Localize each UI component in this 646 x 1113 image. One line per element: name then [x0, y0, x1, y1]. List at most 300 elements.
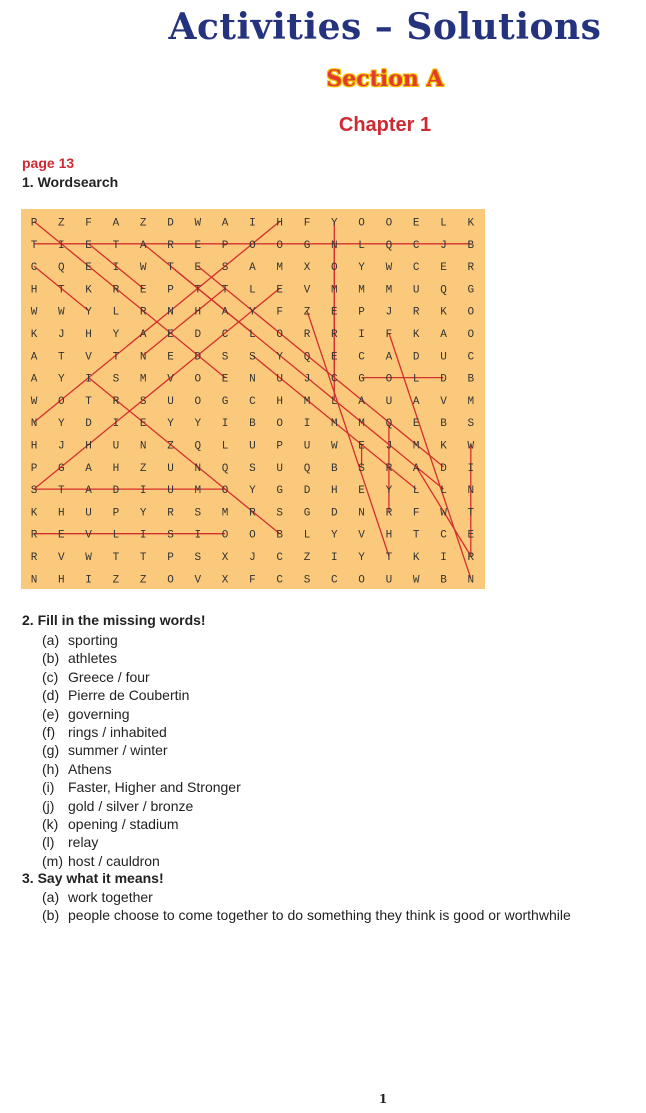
grid-letter: C [358, 351, 365, 364]
grid-letter: B [440, 418, 447, 431]
grid-letter: N [467, 485, 475, 498]
grid-letter: T [167, 262, 174, 275]
grid-letter: R [330, 329, 338, 341]
grid-letter: Y [358, 262, 365, 275]
grid-letter: N [330, 239, 338, 252]
grid-letter: A [385, 351, 393, 364]
grid-letter: R [30, 529, 38, 542]
grid-letter: K [30, 507, 38, 520]
grid-letter: O [57, 395, 65, 408]
grid-letter: Y [249, 306, 256, 319]
grid-letter: M [358, 284, 365, 297]
answer-text: people choose to come together to do something they think is good or worthwhile [68, 907, 571, 924]
grid-letter: H [194, 306, 202, 319]
grid-letter: J [385, 306, 393, 319]
grid-letter: I [85, 574, 92, 587]
grid-letter: R [167, 507, 174, 520]
grid-letter: Z [139, 217, 147, 230]
grid-letter: C [276, 552, 284, 564]
grid-letter: H [30, 284, 38, 297]
answer-label: (a) [42, 889, 60, 905]
grid-letter: A [221, 217, 229, 230]
grid-letter: C [249, 395, 256, 408]
grid-letter: M [330, 418, 338, 431]
grid-letter: G [467, 284, 475, 297]
grid-letter: L [330, 395, 338, 408]
grid-letter: M [276, 262, 284, 275]
answer-label: (a) [42, 632, 60, 648]
answer-item [42, 797, 241, 815]
grid-letter: S [358, 462, 365, 475]
answer-text: rings / inhabited [68, 724, 167, 741]
grid-letter: R [412, 306, 420, 319]
grid-letter: R [139, 306, 147, 319]
grid-letter: D [112, 485, 120, 498]
grid-letter: A [85, 485, 92, 498]
grid-letter: P [112, 507, 120, 520]
grid-letter: H [85, 440, 92, 453]
answer-item [42, 833, 241, 851]
grid-letter: H [330, 485, 338, 498]
grid-letter: A [30, 351, 38, 364]
grid-letter: D [85, 418, 92, 431]
grid-letter: K [30, 329, 38, 341]
grid-letter: Z [112, 574, 120, 587]
grid-letter: H [276, 395, 284, 408]
grid-letter: Y [57, 373, 65, 386]
grid-letter: L [112, 306, 120, 319]
grid-letter: G [358, 373, 365, 386]
grid-letter: K [85, 284, 92, 297]
grid-letter: B [276, 529, 284, 542]
answer-item [42, 888, 571, 906]
grid-letter: T [85, 395, 92, 408]
grid-letter: U [276, 373, 284, 386]
answer-text: summer / winter [68, 742, 168, 759]
grid-letter: R [467, 262, 475, 275]
grid-letter: E [194, 262, 202, 275]
grid-letter: A [85, 462, 92, 475]
answer-text: athletes [68, 650, 118, 667]
grid-letter: Y [85, 306, 92, 319]
grid-letter: G [57, 462, 65, 475]
answer-text: Faster, Higher and Stronger [68, 779, 241, 796]
grid-letter: H [276, 217, 284, 230]
grid-letter: M [303, 395, 311, 408]
grid-letter: X [221, 552, 229, 564]
grid-letter: T [57, 351, 65, 364]
chapter-heading: Chapter 1 [338, 114, 432, 136]
grid-letter: Q [57, 262, 65, 275]
answer-label: (e) [42, 705, 60, 722]
grid-letter: C [467, 351, 475, 364]
grid-letter: W [330, 440, 338, 453]
grid-letter: U [112, 440, 120, 453]
grid-letter: U [167, 462, 174, 475]
grid-letter: O [249, 529, 256, 542]
page-reference: page 13 [22, 155, 75, 171]
grid-letter: N [139, 351, 147, 364]
grid-letter: U [85, 507, 92, 520]
grid-letter: M [358, 418, 365, 431]
grid-letter: E [276, 284, 284, 297]
grid-letter: Q [303, 462, 311, 475]
grid-letter: Y [276, 351, 284, 364]
grid-letter: M [139, 373, 147, 386]
grid-letter: V [167, 373, 174, 386]
grid-letter: J [385, 440, 393, 453]
answer-item [42, 852, 241, 870]
grid-letter: G [303, 507, 311, 520]
grid-letter: E [412, 418, 420, 431]
grid-letter: N [139, 440, 147, 453]
grid-letter: O [194, 395, 202, 408]
grid-letter: Y [139, 507, 147, 520]
grid-letter: N [167, 306, 174, 319]
grid-letter: T [57, 485, 65, 498]
answer-text: Athens [68, 760, 112, 777]
grid-letter: C [440, 529, 447, 542]
grid-letter: S [139, 395, 147, 408]
grid-letter: C [221, 329, 229, 341]
grid-letter: Y [358, 552, 365, 564]
answer-label: (g) [42, 742, 60, 759]
answer-item [42, 815, 241, 833]
grid-letter: Z [303, 306, 311, 319]
answer-label: (b) [42, 650, 60, 667]
grid-letter: V [440, 395, 447, 408]
question-2-answers [42, 631, 241, 870]
grid-letter: V [85, 351, 92, 364]
grid-letter: F [249, 574, 256, 587]
grid-letter: T [139, 552, 147, 564]
wordsearch-svg [21, 209, 485, 589]
grid-letter: W [412, 574, 420, 587]
answer-label: (b) [42, 907, 60, 924]
grid-letter: T [221, 284, 229, 297]
grid-letter: T [385, 552, 393, 564]
grid-letter: R [303, 329, 311, 341]
grid-letter: W [57, 306, 65, 319]
grid-letter: K [412, 552, 420, 564]
grid-letter: W [30, 395, 38, 408]
grid-letter: A [221, 306, 229, 319]
grid-letter: A [30, 373, 38, 386]
grid-letter: A [412, 462, 420, 475]
grid-letter: U [167, 485, 174, 498]
grid-letter: R [385, 462, 393, 475]
grid-letter: H [30, 440, 38, 453]
grid-letter: A [139, 329, 147, 341]
grid-letter: I [358, 329, 365, 341]
grid-letter: G [221, 395, 229, 408]
answer-item [42, 906, 571, 924]
grid-letter: S [30, 485, 38, 498]
answer-label: (i) [42, 779, 55, 796]
answer-label: (c) [42, 668, 59, 685]
grid-letter: L [440, 217, 447, 230]
grid-letter: U [440, 351, 447, 364]
grid-letter: W [85, 552, 92, 564]
grid-letter: I [85, 373, 92, 386]
grid-letter: E [167, 351, 174, 364]
answer-label: (j) [42, 797, 55, 814]
answer-text: sporting [68, 632, 118, 648]
question-3-answers [42, 888, 571, 925]
grid-letter: A [112, 217, 120, 230]
grid-letter: K [412, 329, 420, 341]
grid-letter: Q [385, 239, 393, 252]
grid-letter: E [85, 262, 92, 275]
grid-letter: P [358, 306, 365, 319]
grid-letter: D [440, 373, 447, 386]
answer-text: host / cauldron [68, 852, 160, 869]
grid-letter: H [385, 529, 393, 542]
grid-letter: Z [139, 462, 147, 475]
grid-letter: B [440, 574, 447, 587]
grid-letter: T [412, 529, 420, 542]
grid-letter: S [249, 462, 256, 475]
grid-letter: R [385, 507, 393, 520]
grid-letter: E [139, 284, 147, 297]
grid-letter: M [194, 485, 202, 498]
grid-letter: V [303, 284, 311, 297]
grid-letter: U [385, 574, 393, 587]
grid-letter: N [30, 574, 38, 587]
grid-letter: L [358, 239, 365, 252]
grid-letter: A [139, 239, 147, 252]
grid-letter: Z [167, 440, 174, 453]
grid-letter: I [194, 529, 202, 542]
grid-letter: R [167, 239, 174, 252]
grid-letter: Y [249, 485, 256, 498]
grid-letter: H [112, 462, 120, 475]
grid-letter: N [358, 507, 365, 520]
grid-letter: D [167, 217, 174, 230]
grid-letter: M [221, 507, 229, 520]
grid-letter: B [249, 418, 256, 431]
grid-letter: E [221, 373, 229, 386]
grid-letter: V [57, 552, 65, 564]
answer-item [42, 649, 241, 667]
question-1-heading: 1. Wordsearch [22, 174, 119, 190]
grid-letter: I [440, 552, 447, 564]
grid-letter: T [467, 507, 475, 520]
grid-letter: E [330, 351, 338, 364]
grid-letter: Y [330, 217, 338, 230]
answer-text: governing [68, 705, 130, 722]
grid-letter: T [57, 284, 65, 297]
grid-letter: A [358, 395, 365, 408]
answer-label: (h) [42, 760, 60, 777]
solution-line [143, 288, 225, 355]
grid-letter: Q [303, 351, 311, 364]
grid-letter: I [330, 552, 338, 564]
grid-letter: O [467, 329, 475, 341]
grid-letter: S [112, 373, 120, 386]
answer-text: opening / stadium [68, 816, 179, 833]
grid-letter: J [57, 329, 65, 341]
grid-letter: L [221, 440, 229, 453]
grid-letter: P [30, 462, 38, 475]
grid-letter: J [57, 440, 65, 453]
answer-text: Pierre de Coubertin [68, 687, 190, 704]
answer-item [42, 686, 241, 704]
grid-letter: I [139, 529, 147, 542]
grid-letter: I [221, 418, 229, 431]
grid-letter: D [303, 485, 311, 498]
grid-letter: E [358, 440, 365, 453]
grid-letter: N [30, 418, 38, 431]
grid-letter: Y [57, 418, 65, 431]
grid-letter: S [221, 262, 229, 275]
grid-letter: P [167, 284, 174, 297]
grid-letter: E [57, 529, 65, 542]
answer-item [42, 668, 241, 686]
grid-letter: S [194, 507, 202, 520]
grid-letter: P [30, 217, 38, 230]
answer-label: (l) [42, 834, 55, 851]
grid-letter: I [139, 485, 147, 498]
grid-letter: I [112, 262, 120, 275]
grid-letter: S [467, 418, 475, 431]
grid-letter: B [467, 239, 475, 252]
grid-letter: V [194, 574, 202, 587]
grid-letter: T [112, 552, 120, 564]
grid-letter: I [112, 418, 120, 431]
grid-letter: I [57, 239, 65, 252]
grid-letter: O [385, 373, 393, 386]
solution-line [389, 333, 471, 578]
grid-letter: M [467, 395, 475, 408]
grid-letter: E [139, 418, 147, 431]
grid-letter: C [330, 574, 338, 587]
grid-letter: O [276, 329, 284, 341]
grid-letter: A [249, 262, 256, 275]
grid-letter: N [467, 574, 475, 587]
grid-letter: V [358, 529, 365, 542]
grid-letter: W [467, 440, 475, 453]
grid-letter: C [412, 262, 420, 275]
grid-letter: A [412, 395, 420, 408]
grid-letter: E [358, 485, 365, 498]
grid-letter: S [194, 552, 202, 564]
grid-letter: L [249, 329, 256, 341]
grid-letter: F [276, 306, 284, 319]
grid-letter: L [440, 485, 447, 498]
grid-letter: C [330, 373, 338, 386]
grid-letter: Z [57, 217, 65, 230]
grid-letter: B [467, 373, 475, 386]
grid-letter: P [221, 239, 229, 252]
grid-letter: D [194, 329, 202, 341]
grid-letter: R [112, 395, 120, 408]
grid-letter: U [412, 284, 420, 297]
grid-letter: I [249, 217, 256, 230]
grid-letter: R [30, 552, 38, 564]
grid-letter: F [412, 507, 420, 520]
grid-letter: Q [221, 462, 229, 475]
grid-letter: A [440, 329, 447, 341]
answer-item [42, 705, 241, 723]
grid-letter: O [221, 529, 229, 542]
grid-letter: J [249, 552, 256, 564]
grid-letter: U [167, 395, 174, 408]
answer-text: Greece / four [68, 668, 150, 685]
grid-letter: L [249, 284, 256, 297]
answer-item [42, 760, 241, 778]
grid-letter: M [330, 284, 338, 297]
grid-letter: O [167, 574, 174, 587]
grid-letter: V [85, 529, 92, 542]
grid-letter: H [57, 574, 65, 587]
grid-letter: E [194, 239, 202, 252]
answer-label: (k) [42, 816, 59, 833]
grid-letter: L [112, 529, 120, 542]
grid-letter: W [440, 507, 447, 520]
grid-letter: S [276, 507, 284, 520]
grid-letter: W [30, 306, 38, 319]
answer-item [42, 723, 241, 741]
grid-letter: W [385, 262, 393, 275]
grid-letter: T [112, 351, 120, 364]
grid-letter: O [276, 418, 284, 431]
grid-letter: X [221, 574, 229, 587]
grid-letter: Q [194, 440, 202, 453]
grid-letter: T [112, 239, 120, 252]
grid-letter: Y [112, 329, 120, 341]
answer-label: (d) [42, 687, 60, 704]
grid-letter: E [440, 262, 447, 275]
grid-letter: G [303, 239, 311, 252]
grid-letter: Z [303, 552, 311, 564]
grid-letter: M [412, 440, 420, 453]
grid-letter: N [249, 373, 256, 386]
grid-letter: U [249, 440, 256, 453]
grid-letter: F [85, 217, 92, 230]
grid-letter: U [385, 395, 393, 408]
grid-letter: Q [440, 284, 447, 297]
grid-letter: P [167, 552, 174, 564]
grid-letter: P [276, 440, 284, 453]
grid-letter: E [85, 239, 92, 252]
grid-letter: E [330, 306, 338, 319]
grid-letter: O [385, 217, 393, 230]
grid-letter: L [303, 529, 311, 542]
grid-letter: D [440, 462, 447, 475]
grid-letter: G [276, 485, 284, 498]
question-3-heading: 3. Say what it means! [22, 870, 164, 886]
grid-letter: S [303, 574, 311, 587]
answer-text: work together [68, 889, 153, 905]
page-title: Activities – Solutions [168, 6, 602, 48]
grid-letter: B [330, 462, 338, 475]
answer-item [42, 778, 241, 796]
grid-letter: E [467, 529, 475, 542]
grid-letter: N [194, 462, 202, 475]
grid-letter: J [440, 239, 447, 252]
grid-letter: T [30, 239, 38, 252]
grid-letter: D [194, 351, 202, 364]
grid-letter: I [303, 418, 311, 431]
grid-letter: H [57, 507, 65, 520]
grid-letter: Y [194, 418, 202, 431]
grid-letter: Z [139, 574, 147, 587]
grid-letter: W [139, 262, 147, 275]
section-heading: Section A [326, 66, 444, 92]
answer-item [42, 741, 241, 759]
grid-letter: C [412, 239, 420, 252]
